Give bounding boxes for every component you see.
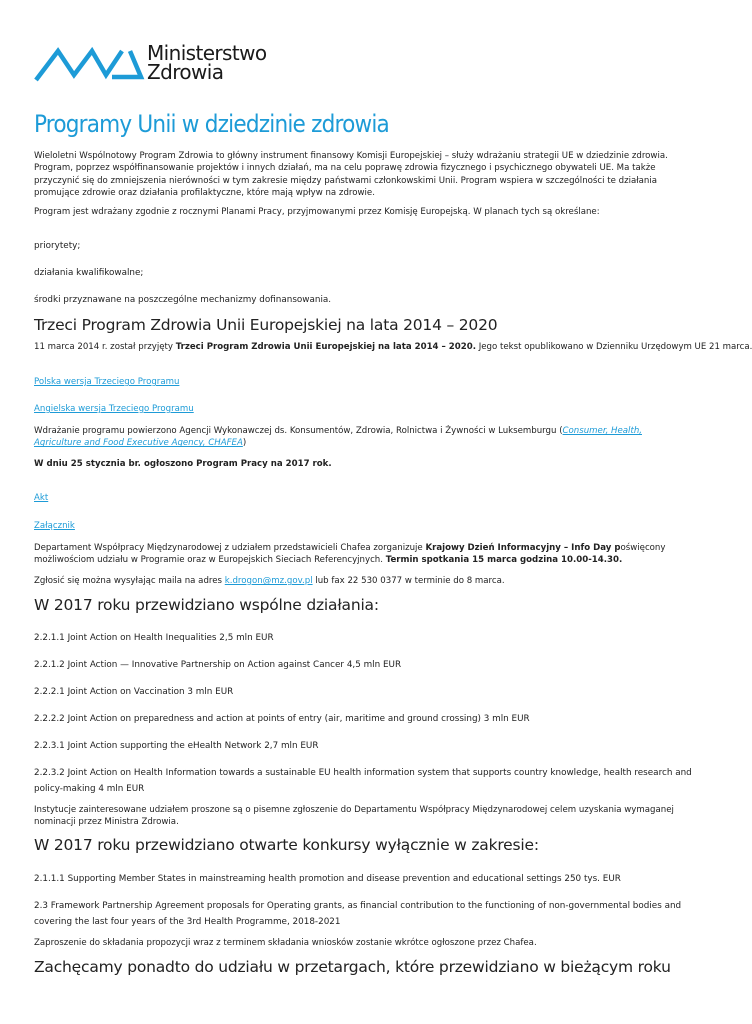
logo-line2: Zdrowia [147,60,224,84]
link-attachment-wrap [34,520,75,532]
infoday-text-mid: oświęcony możliwościom udziału w Programie oraz w Europejskich Sieciach Referencyjnych. [34,543,666,566]
joint-action-item: 2.2.1.1 Joint Action on Health Inequalities 2,5 mln EUR [34,633,274,643]
adopted-text-bold: Trzeci Program Zdrowia Unii Europejskiej na lata 2014 – 2020. [175,342,476,352]
chafea-text-pre: Wdrażanie programu powierzono Agencji Wykonawczej ds. Konsumentów, Zdrowia, Rolnictwa i Żywności w Luksemburgu ( [34,426,563,436]
infoday-text-pre: Departament Współpracy Międzynarodowej z udziałem przedstawicieli Chafea zorganizuje [34,543,426,553]
section-heading-tenders: Zachęcamy ponadto do udziału w przetargach, które przewidziano w bieżącym roku [34,958,671,976]
adopted-text-pre: 11 marca 2014 r. został przyjęty [34,342,176,352]
invitation-note: Zaproszenie do składania propozycji wraz z terminem składania wniosków zostanie wkrótce ogłoszone przez Chafea. [34,938,537,948]
logo-line1: Ministerstwo [147,41,267,65]
plan-item-actions: działania kwalifikowalne; [34,268,144,278]
nomination-note: Instytucje zainteresowane udziałem proszone są o pisemne zgłoszenie do Departamentu Współpracy Międzynarodowej celem uzyskania wymaganej nominacji przez Ministra Zdrowia. [34,805,674,828]
infoday-text-bold: Krajowy Dzień Informacyjny – Info Day p [425,543,621,553]
announcement-paragraph [34,458,332,470]
link-polish-version[interactable]: Polska wersja Trzeciego Programu [34,377,180,387]
link-act-wrap [34,492,48,504]
logo-text [147,41,267,84]
chafea-text-post: ) [242,438,247,449]
link-act[interactable]: Akt [34,493,49,503]
joint-action-item-last-line1: 2.2.3.2 Joint Action on Health Information towards a sustainable EU health information system that supports country knowledge, health research and [34,768,692,778]
intro-paragraph-2: Program jest wdrażany zgodnie z rocznymi Planami Pracy, przyjmowanymi przez Komisję Europejską. W planach tych są określane: [34,207,600,217]
link-polish-version-wrap [34,376,179,388]
intro-paragraph: Wieloletni Wspólnotowy Program Zdrowia to główny instrument finansowy Komisji Europejskiej – służy wdrażaniu strategii UE w dziedzinie zdrowia. Program, poprzez współfinansowanie projektów i innych działań, ma na celu poprawę zdrowia fizycznego i psychicznego obywateli UE. Ma także przyczynić się do zmniejszenia nierówności w tym zakresie między państwami członkowskimi Unii. Program wspiera w szczególności te działania promujące zdrowie oraz działania profilaktyczne, które mają wpływ na zdrowie. [34,151,668,198]
signup-text-pre: Zgłosić się można wysyłając maila na adres [34,576,225,586]
plan-item-funds: środki przyznawane na poszczególne mechanizmy dofinansowania. [34,295,332,305]
announcement-text: W dniu 25 stycznia br. ogłoszono Program Pracy na 2017 rok. [34,459,332,469]
signup-paragraph [34,575,505,587]
section-heading-open-calls: W 2017 roku przewidziano otwarte konkursy wyłącznie w zakresie: [34,836,539,854]
infoday-text-bold-2: Termin spotkania 15 marca godzina 10.00-14.30. [385,555,623,566]
plan-item-priorities: priorytety; [34,241,81,251]
signup-email-link[interactable]: k.drogon@mz.gov.pl [224,576,313,586]
link-attachment[interactable]: Załącznik [34,521,75,531]
joint-action-item: 2.2.3.1 Joint Action supporting the eHealth Network 2,7 mln EUR [34,741,319,751]
joint-action-item: 2.2.2.2 Joint Action on preparedness and action at points of entry (air, maritime and ground crossing) 3 mln EUR [34,714,530,724]
section-heading-joint-actions: W 2017 roku przewidziano wspólne działania: [34,596,379,614]
open-call-item: 2.1.1.1 Supporting Member States in mainstreaming health promotion and disease prevention and educational settings 250 tys. EUR [34,874,621,884]
open-call-item-2-line1: 2.3 Framework Partnership Agreement proposals for Operating grants, as financial contribution to the functioning of non-governmental bodies and [34,901,682,911]
open-call-item-2-line2: covering the last four years of the 3rd Health Programme, 2018-2021 [34,917,341,927]
link-english-version-wrap [34,403,194,415]
infoday-paragraph [34,542,682,567]
chafea-link[interactable]: Consumer, Health, Agriculture and Food Executive Agency, CHAFEA [34,426,642,449]
joint-action-item: 2.2.1.2 Joint Action — Innovative Partnership on Action against Cancer 4,5 mln EUR [34,660,402,670]
logo-mark-icon [34,44,142,82]
page-title: Programy Unii w dziedzinie zdrowia [34,110,389,138]
section-heading-third-programme: Trzeci Program Zdrowia Unii Europejskiej na lata 2014 – 2020 [34,316,498,334]
signup-text-post: lub fax 22 530 0377 w terminie do 8 marca. [312,576,505,586]
adopted-text-post: Jego tekst opublikowano w Dzienniku Urzędowym UE 21 marca. [476,342,752,352]
joint-action-item: 2.2.2.1 Joint Action on Vaccination 3 mln EUR [34,687,234,697]
ministry-logo[interactable] [34,41,267,84]
chafea-paragraph [34,425,682,450]
adopted-paragraph [34,341,752,353]
joint-action-item-last-line2: policy-making 4 mln EUR [34,784,145,794]
link-english-version[interactable]: Angielska wersja Trzeciego Programu [34,404,194,414]
